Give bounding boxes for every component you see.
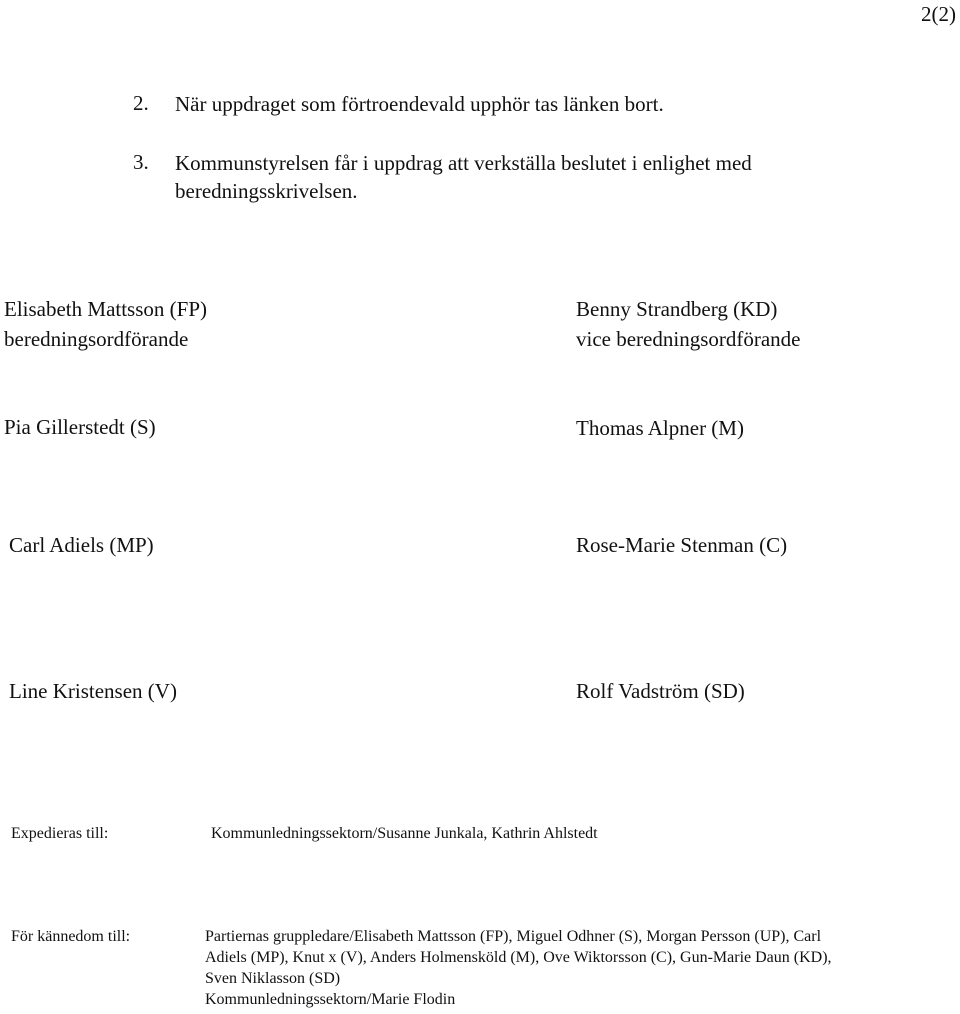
signature-name: Line Kristensen (V)	[9, 679, 177, 703]
kannedom-line: Adiels (MP), Knut x (V), Anders Holmensköld (M), Ove Wiktorsson (C), Gun-Marie Daun (KD),	[205, 949, 832, 966]
signature-role: vice beredningsordförande	[576, 327, 801, 351]
expedieras-value: Kommunledningssektorn/Susanne Junkala, Kathrin Ahlstedt	[211, 825, 598, 842]
signature-name: Pia Gillerstedt (S)	[4, 415, 156, 439]
signature-name: Rose-Marie Stenman (C)	[576, 533, 788, 557]
list-item-text: Kommunstyrelsen får i uppdrag att verkställa beslutet i enlighet med	[175, 151, 752, 175]
kannedom-line: Partiernas gruppledare/Elisabeth Mattsson (FP), Miguel Odhner (S), Morgan Persson (UP), Carl	[205, 928, 822, 945]
signature-role: beredningsordförande	[4, 327, 189, 351]
kannedom-line: Sven Niklasson (SD)	[205, 970, 341, 987]
signature-name: Benny Strandberg (KD)	[576, 297, 778, 321]
page-number: 2(2)	[921, 2, 956, 26]
list-item-number: 3.	[133, 150, 149, 174]
list-item-text: När uppdraget som förtroendevald upphör tas länken bort.	[175, 92, 664, 116]
signature-name: Rolf Vadström (SD)	[576, 679, 745, 703]
list-item-number: 2.	[133, 91, 149, 115]
expedieras-label: Expedieras till:	[11, 825, 109, 842]
signature-name: Thomas Alpner (M)	[576, 416, 744, 440]
kannedom-line: Kommunledningssektorn/Marie Flodin	[205, 991, 456, 1008]
kannedom-label: För kännedom till:	[11, 928, 131, 945]
signature-name: Carl Adiels (MP)	[9, 533, 154, 557]
list-item-text: beredningsskrivelsen.	[175, 179, 358, 203]
signature-name: Elisabeth Mattsson (FP)	[4, 297, 207, 321]
